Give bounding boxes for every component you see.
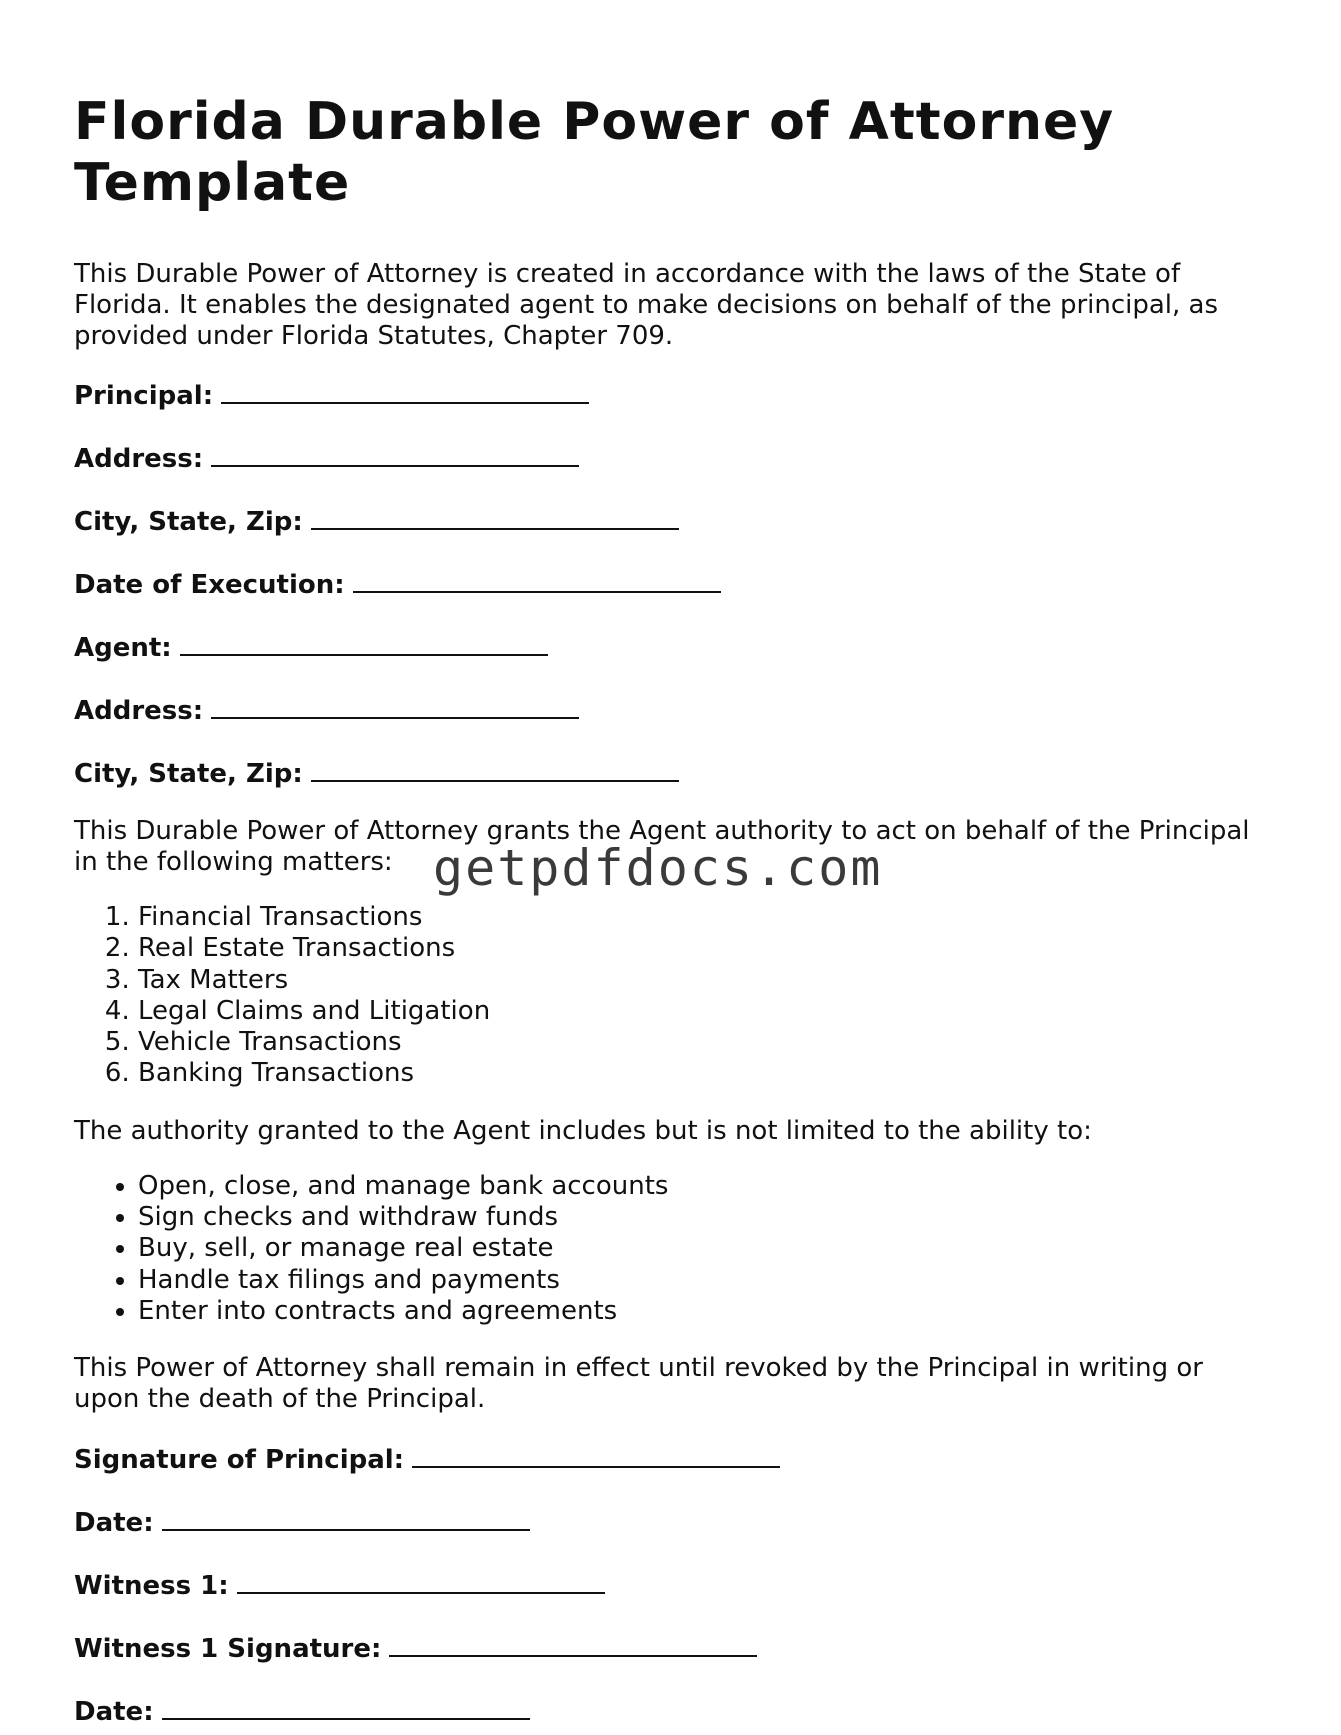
witness-1-field — [74, 1566, 1274, 1602]
field-label: Date of Execution: — [74, 570, 345, 600]
principal-signature-blank[interactable] — [412, 1440, 780, 1468]
principal-city-state-zip-blank[interactable] — [311, 502, 679, 530]
principal-date-blank[interactable] — [162, 1503, 530, 1531]
agent-blank[interactable] — [180, 628, 548, 656]
field-label: Principal: — [74, 381, 214, 411]
effect-paragraph: This Power of Attorney shall remain in effect until revoked by the Principal in writing or upon the death of the Principal. — [74, 1353, 1203, 1415]
principal-address-blank[interactable] — [211, 439, 579, 467]
list-item: 2. Real Estate Transactions — [138, 933, 1274, 964]
field-label: Address: — [74, 696, 204, 726]
witness-date-field — [74, 1692, 1274, 1728]
document-page — [74, 92, 1274, 1728]
agent-address-field — [74, 691, 1274, 727]
intro-paragraph: This Durable Power of Attorney is created in accordance with the laws of the State of Florida. It enables the designated agent to make decisions on behalf of the principal, as provided under Florida Statutes, Chapter 709. — [74, 259, 1219, 351]
witness-date-blank[interactable] — [162, 1692, 530, 1720]
principal-address-field — [74, 439, 1274, 475]
watermark-text: getpdfdocs.com — [433, 839, 883, 897]
list-item: 1. Financial Transactions — [138, 902, 1274, 933]
witness-1-signature-blank[interactable] — [389, 1629, 757, 1657]
list-item: • Handle tax filings and payments — [138, 1265, 1274, 1296]
abilities-list — [74, 1171, 1274, 1327]
field-label: Address: — [74, 444, 204, 474]
field-label: Signature of Principal: — [74, 1445, 405, 1476]
matters-list — [74, 902, 1274, 1090]
field-label: Date: — [74, 1508, 154, 1539]
field-label: City, State, Zip: — [74, 759, 303, 789]
list-item: • Enter into contracts and agreements — [138, 1296, 1274, 1327]
date-of-execution-field — [74, 565, 1274, 601]
agent-field — [74, 628, 1274, 664]
principal-city-state-zip-field — [74, 502, 1274, 538]
date-of-execution-blank[interactable] — [353, 565, 721, 593]
list-item: 3. Tax Matters — [138, 965, 1274, 996]
principal-signature-field — [74, 1440, 1274, 1476]
list-item: • Buy, sell, or manage real estate — [138, 1233, 1274, 1264]
list-item: 5. Vehicle Transactions — [138, 1027, 1274, 1058]
list-item: • Open, close, and manage bank accounts — [138, 1171, 1274, 1202]
agent-address-blank[interactable] — [211, 691, 579, 719]
field-label: Agent: — [74, 633, 172, 663]
list-item: 6. Banking Transactions — [138, 1058, 1274, 1089]
principal-blank[interactable] — [221, 376, 589, 404]
witness-1-blank[interactable] — [237, 1566, 605, 1594]
authority-paragraph: The authority granted to the Agent includes but is not limited to the ability to: — [74, 1115, 1092, 1146]
list-item: 4. Legal Claims and Litigation — [138, 996, 1274, 1027]
field-label: City, State, Zip: — [74, 507, 303, 537]
list-item: • Sign checks and withdraw funds — [138, 1202, 1274, 1233]
agent-city-state-zip-field — [74, 754, 1274, 790]
grant-paragraph: This Durable Power of Attorney grants the Agent authority to act on behalf of the Principal in the following matters: — [74, 816, 1250, 877]
field-label: Witness 1 Signature: — [74, 1634, 382, 1665]
principal-date-field — [74, 1503, 1274, 1539]
document-title: Florida Durable Power of Attorney Template — [74, 92, 1115, 213]
agent-city-state-zip-blank[interactable] — [311, 754, 679, 782]
field-label: Date: — [74, 1697, 154, 1728]
principal-field — [74, 376, 1274, 412]
party-fields — [74, 376, 1274, 790]
witness-1-signature-field — [74, 1629, 1274, 1665]
signature-fields — [74, 1440, 1274, 1728]
field-label: Witness 1: — [74, 1571, 229, 1602]
